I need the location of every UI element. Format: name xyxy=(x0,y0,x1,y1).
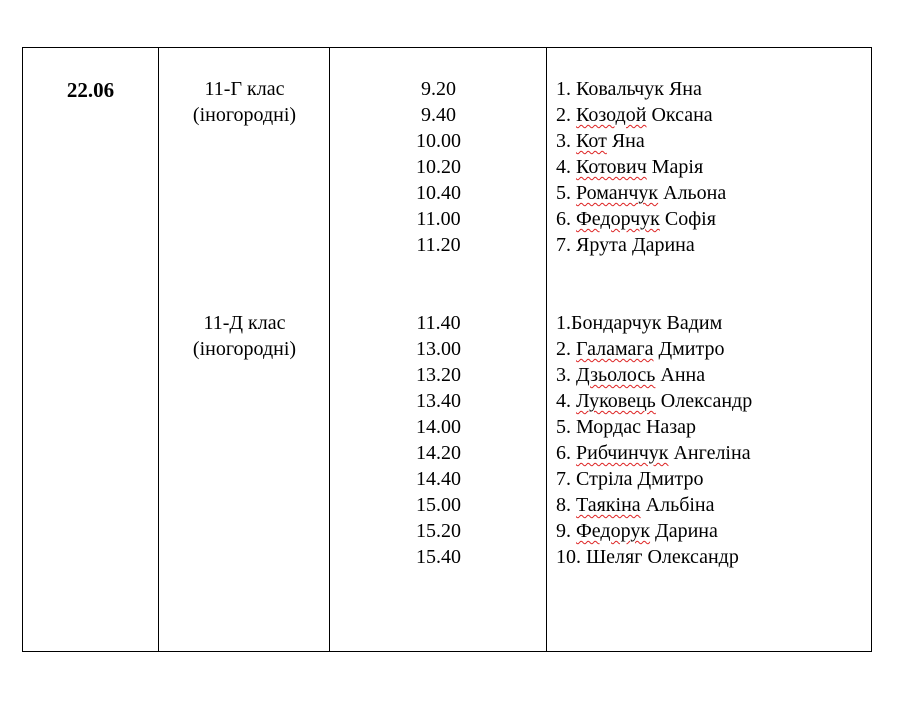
student-given-name: Олександр xyxy=(655,390,753,412)
student-surname: Шеляг xyxy=(586,546,643,568)
student-row xyxy=(556,466,866,492)
student-surname: Ярута xyxy=(576,234,627,256)
student-given-name: Марія xyxy=(646,156,704,178)
student-number: 7. xyxy=(556,468,576,490)
student-number: 10. xyxy=(556,546,586,568)
student-surname: Рибчинчук xyxy=(576,442,669,464)
student-given-name: Дмитро xyxy=(653,338,725,360)
student-row xyxy=(556,76,866,102)
student-given-name: Яна xyxy=(606,130,645,152)
student-surname: Таякіна xyxy=(576,494,641,516)
student-surname: Федорчук xyxy=(576,208,660,230)
student-surname: Галамага xyxy=(576,338,654,360)
student-row xyxy=(556,388,866,414)
student-number: 6. xyxy=(556,208,576,230)
student-row xyxy=(556,518,866,544)
student-given-name: Ангеліна xyxy=(668,442,751,464)
student-row xyxy=(556,206,866,232)
student-row xyxy=(556,336,866,362)
student-surname: Дзьолось xyxy=(576,364,656,386)
student-number: 5. xyxy=(556,416,576,438)
student-given-name: Софія xyxy=(659,208,716,230)
student-number: 3. xyxy=(556,130,576,152)
student-row xyxy=(556,492,866,518)
student-surname: Кот xyxy=(576,130,607,152)
time-slot: 14.20 xyxy=(416,442,461,464)
class-name: 11-Г клас xyxy=(204,78,285,100)
student-surname: Ковальчук xyxy=(576,78,664,100)
student-row xyxy=(556,362,866,388)
student-number: 9. xyxy=(556,520,576,542)
student-given-name: Анна xyxy=(655,364,706,386)
schedule-table xyxy=(22,47,872,652)
student-given-name: Олександр xyxy=(642,546,739,568)
time-slot: 10.00 xyxy=(416,130,461,152)
time-slot: 14.00 xyxy=(416,416,461,438)
time-list xyxy=(331,76,546,258)
time-list xyxy=(331,310,546,570)
class-name: 11-Д клас xyxy=(203,312,286,334)
time-slot: 15.00 xyxy=(416,494,461,516)
student-given-name: Яна xyxy=(663,78,702,100)
class-cell-11g xyxy=(160,76,329,128)
student-surname: Романчук xyxy=(576,182,659,204)
time-slot: 10.20 xyxy=(416,156,461,178)
student-row xyxy=(556,154,866,180)
student-number: 7. xyxy=(556,234,576,256)
student-number: 2. xyxy=(556,104,576,126)
class-note: (іногородні) xyxy=(192,104,297,126)
student-given-name: Альона xyxy=(658,182,727,204)
student-number: 1. xyxy=(556,78,576,100)
student-number: 2. xyxy=(556,338,576,360)
student-given-name: Дарина xyxy=(626,234,695,256)
student-number: 8. xyxy=(556,494,576,516)
student-row xyxy=(556,232,866,258)
student-row xyxy=(556,440,866,466)
column-divider xyxy=(546,48,547,651)
student-given-name: Вадим xyxy=(661,312,723,334)
time-slot: 13.40 xyxy=(416,390,461,412)
time-slot: 13.20 xyxy=(416,364,461,386)
time-slot: 11.40 xyxy=(416,312,461,334)
student-row xyxy=(556,102,866,128)
student-list xyxy=(556,76,866,258)
student-row xyxy=(556,180,866,206)
column-divider xyxy=(329,48,330,651)
time-slot: 15.40 xyxy=(416,546,461,568)
student-surname: Стріла xyxy=(576,468,633,490)
time-slot: 11.00 xyxy=(416,208,461,230)
student-surname: Федорук xyxy=(576,520,651,542)
class-cell-11d xyxy=(160,310,329,362)
student-given-name: Оксана xyxy=(646,104,713,126)
student-number: 1. xyxy=(556,312,571,334)
time-slot: 9.20 xyxy=(421,78,456,100)
time-slot: 10.40 xyxy=(416,182,461,204)
student-given-name: Назар xyxy=(640,416,697,438)
student-number: 3. xyxy=(556,364,576,386)
student-number: 6. xyxy=(556,442,576,464)
student-row xyxy=(556,310,866,336)
student-row xyxy=(556,128,866,154)
time-slot: 9.40 xyxy=(421,104,456,126)
time-slot: 13.00 xyxy=(416,338,461,360)
student-list xyxy=(556,310,866,570)
student-number: 5. xyxy=(556,182,576,204)
column-divider xyxy=(158,48,159,651)
student-number: 4. xyxy=(556,156,576,178)
time-slot: 14.40 xyxy=(416,468,461,490)
time-slot: 11.20 xyxy=(416,234,461,256)
class-note: (іногородні) xyxy=(192,338,297,360)
student-given-name: Дмитро xyxy=(632,468,704,490)
student-row xyxy=(556,414,866,440)
student-surname: Мордас xyxy=(576,416,641,438)
date-cell: 22.06 xyxy=(66,78,115,102)
time-slot: 15.20 xyxy=(416,520,461,542)
student-surname: Луковець xyxy=(576,390,656,412)
student-number: 4. xyxy=(556,390,576,412)
student-surname: Бондарчук xyxy=(571,312,662,334)
student-surname: Котович xyxy=(576,156,647,178)
student-given-name: Альбіна xyxy=(640,494,715,516)
student-surname: Козодой xyxy=(576,104,647,126)
student-given-name: Дарина xyxy=(650,520,718,542)
student-row xyxy=(556,544,866,570)
